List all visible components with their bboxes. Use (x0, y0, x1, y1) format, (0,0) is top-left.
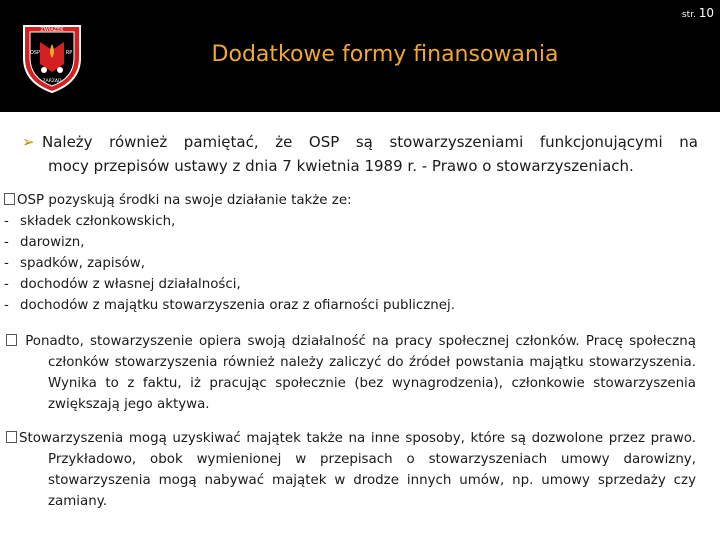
list-item (4, 295, 704, 316)
list-item (4, 274, 704, 295)
sources-intro (4, 190, 704, 211)
list-item-text: składek członkowskich, (20, 214, 176, 229)
checkbox-bullet-icon (4, 193, 15, 205)
list-item (4, 232, 704, 253)
list-item-text: dochodów z majątku stowarzyszenia oraz z ofiarności publicznej. (20, 298, 455, 313)
checkbox-bullet-icon (6, 431, 17, 443)
logo-bottom-text: ZARZĄD (42, 79, 62, 84)
header-band (0, 0, 720, 112)
paragraph-other-assets-text: Stowarzyszenia mogą uzyskiwać majątek także na inne sposoby, które są dozwolone przez prawo. Przykładowo, obok wymienionej w przepisach o stowarzyszeniach umowy darowizny, stowarzyszenia mogą nabywać majątek w drodze innych umów, np. umowy sprzedaży czy zamiany. (19, 431, 696, 509)
dash-bullet-icon: - (4, 235, 9, 250)
sources-list (4, 190, 704, 316)
dash-bullet-icon: - (4, 277, 9, 292)
logo-top-text: ZWIĄZEK (40, 27, 64, 33)
list-item-text: dochodów z własnej działalności, (20, 277, 241, 292)
list-item-text: darowizn, (20, 235, 85, 250)
list-item (4, 253, 704, 274)
page-number-prefix: str. (681, 10, 696, 20)
logo-right-text: RP (65, 50, 73, 56)
logo-left-text: OSP (29, 50, 41, 56)
sources-intro-text: OSP pozyskują środki na swoje działanie także ze: (17, 193, 352, 208)
paragraph-other-assets-body (6, 428, 696, 512)
lead-line-1-text: Należy również pamiętać, że OSP są stowarzyszeniami funkcjonującymi na (42, 133, 698, 151)
page-number (682, 6, 714, 20)
paragraph-volunteer-work (6, 331, 696, 415)
lead-line-2: mocy przepisów ustawy z dnia 7 kwietnia 1989 r. - Prawo o stowarzyszeniach. (48, 157, 634, 175)
list-item (4, 211, 704, 232)
dash-bullet-icon: - (4, 256, 9, 271)
paragraph-other-assets (6, 428, 696, 512)
dash-bullet-icon: - (4, 214, 9, 229)
arrow-bullet-icon: ➢ (22, 133, 35, 151)
page-number-value: 10 (698, 6, 714, 20)
dash-bullet-icon: - (4, 298, 9, 313)
page-title: Dodatkowe formy finansowania (211, 42, 559, 67)
paragraph-volunteer-work-body (6, 331, 696, 415)
list-item-text: spadków, zapisów, (20, 256, 145, 271)
lead-line-1 (22, 130, 698, 154)
paragraph-volunteer-work-text: Ponadto, stowarzyszenie opiera swoją działalność na pracy społecznej członków. Pracę społeczną członków stowarzyszenia również należy zaliczyć do źródeł powstania majątku stowarzyszenia. Wynika to z faktu, iż pracując społecznie (bez wynagrodzenia), członkowie stowarzyszenia zwiększają jego aktywa. (25, 334, 696, 412)
lead-paragraph (22, 130, 698, 178)
checkbox-bullet-icon (6, 334, 17, 346)
